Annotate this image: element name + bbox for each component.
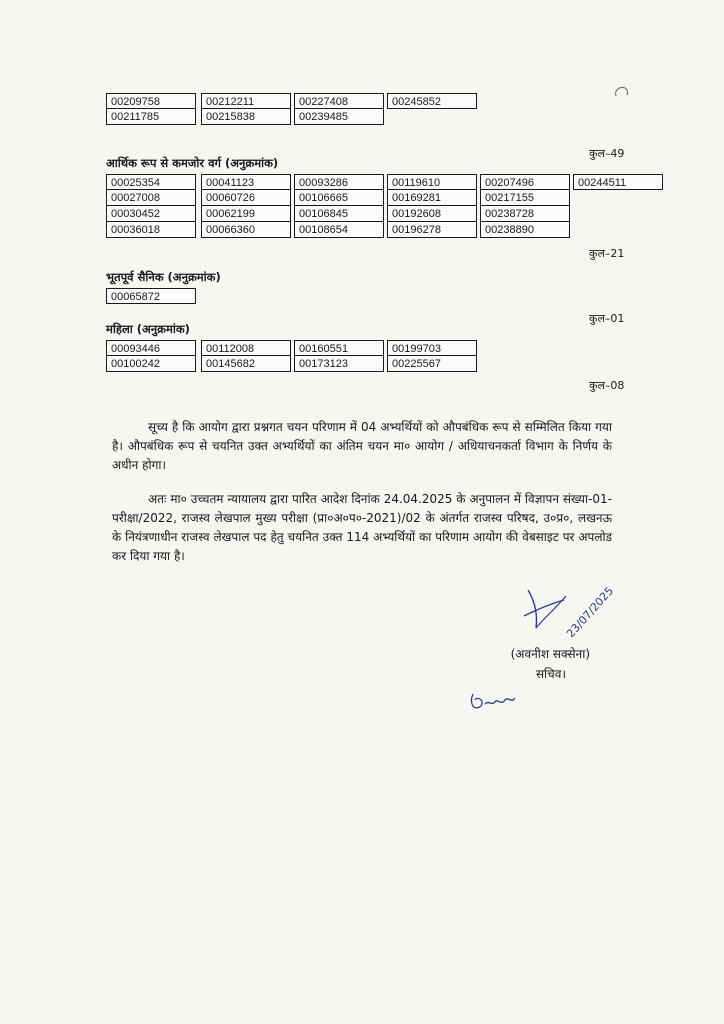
roll-column xyxy=(201,174,291,238)
total-count: कुल–01 xyxy=(589,312,625,325)
roll-column xyxy=(387,93,477,109)
roll-number-cell: 00169281 xyxy=(387,190,477,206)
roll-number-cell: 00227408 xyxy=(294,93,384,109)
provisional-note-paragraph: सूच्य है कि आयोग द्वारा प्रश्नगत चयन परिणाम में 04 अभ्यर्थियों को औपबंधिक रूप से सम्मिलित किया गया है। औपबंधिक रूप से चयनित उक्त अभ्यर्थियों का अंतिम चयन मा० आयोग / अधियाचनकर्ता विभाग के निर्णय के अधीन होगा। xyxy=(112,420,612,472)
roll-number-cell: 00093286 xyxy=(294,174,384,190)
roll-number-cell: 00238728 xyxy=(480,206,570,222)
women-heading: महिला (अनुक्रमांक) xyxy=(106,322,190,336)
roll-number-cell: 00215838 xyxy=(201,109,291,125)
roll-number-cell: 00062199 xyxy=(201,206,291,222)
ews-heading: आर्थिक रूप से कमजोर वर्ग (अनुक्रमांक) xyxy=(106,156,279,170)
roll-number-cell: 00060726 xyxy=(201,190,291,206)
roll-number-cell: 00212211 xyxy=(201,93,291,109)
roll-column xyxy=(106,340,196,372)
roll-column xyxy=(387,340,477,372)
roll-column xyxy=(106,288,196,304)
roll-number-cell: 00027008 xyxy=(106,190,196,206)
roll-column xyxy=(201,340,291,372)
roll-column xyxy=(294,340,384,372)
total-count: कुल–21 xyxy=(589,247,625,260)
roll-column xyxy=(387,174,477,238)
roll-number-cell: 00093446 xyxy=(106,340,196,356)
roll-number-cell: 00245852 xyxy=(387,93,477,109)
roll-number-cell: 00244511 xyxy=(573,174,663,190)
total-count: कुल–49 xyxy=(589,147,625,160)
handwritten-signature xyxy=(520,570,620,650)
roll-number-cell: 00145682 xyxy=(201,356,291,372)
roll-number-cell: 00217155 xyxy=(480,190,570,206)
roll-number-cell: 00025354 xyxy=(106,174,196,190)
roll-number-cell: 00065872 xyxy=(106,288,196,304)
roll-number-cell: 00199703 xyxy=(387,340,477,356)
roll-number-cell: 00036018 xyxy=(106,222,196,238)
roll-number-cell: 00207496 xyxy=(480,174,570,190)
roll-number-cell: 00239485 xyxy=(294,109,384,125)
signature-date: 23/07/2025 xyxy=(564,584,617,641)
roll-column xyxy=(106,93,196,125)
result-upload-paragraph: अतः मा० उच्चतम न्यायालय द्वारा पारित आदेश दिनांक 24.04.2025 के अनुपालन में विज्ञापन संख्या-01-परीक्षा/2022, राजस्व लेखपाल मुख्य परीक्षा (प्रा०अ०प०-2021)/02 के अंतर्गत राजस्व परिषद, उ०प्र०, लखनऊ के नियंत्रणाधीन राजस्व लेखपाल पद हेतु चयनित उक्त 114 अभ्यर्थियों का परिणाम आयोग की वेबसाइट पर अपलोड कर दिया गया है। xyxy=(112,492,612,563)
handwritten-initials xyxy=(467,686,527,716)
roll-number-cell: 00041123 xyxy=(201,174,291,190)
roll-column xyxy=(294,93,384,125)
roll-number-cell: 00238890 xyxy=(480,222,570,238)
roll-number-cell: 00112008 xyxy=(201,340,291,356)
roll-number-cell: 00209758 xyxy=(106,93,196,109)
roll-column xyxy=(201,93,291,125)
roll-column xyxy=(573,174,663,190)
roll-number-cell: 00106845 xyxy=(294,206,384,222)
roll-number-cell: 00108654 xyxy=(294,222,384,238)
roll-number-cell: 00160551 xyxy=(294,340,384,356)
roll-number-cell: 00192608 xyxy=(387,206,477,222)
corner-scribble xyxy=(612,84,632,100)
roll-number-cell: 00066360 xyxy=(201,222,291,238)
roll-number-cell: 00196278 xyxy=(387,222,477,238)
roll-number-cell: 00106665 xyxy=(294,190,384,206)
roll-number-cell: 00211785 xyxy=(106,109,196,125)
roll-number-cell: 00100242 xyxy=(106,356,196,372)
roll-number-cell: 00030452 xyxy=(106,206,196,222)
roll-number-cell: 00173123 xyxy=(294,356,384,372)
roll-column xyxy=(480,174,570,238)
ex-serviceman-heading: भूतपूर्व सैनिक (अनुक्रमांक) xyxy=(106,270,221,284)
roll-number-cell: 00119610 xyxy=(387,174,477,190)
roll-column xyxy=(294,174,384,238)
total-count: कुल–08 xyxy=(589,379,625,392)
roll-number-cell: 00225567 xyxy=(387,356,477,372)
signatory-name: (अवनीश सक्सेना) xyxy=(510,647,590,661)
roll-column xyxy=(106,174,196,238)
signatory-title: सचिव। xyxy=(535,667,566,681)
